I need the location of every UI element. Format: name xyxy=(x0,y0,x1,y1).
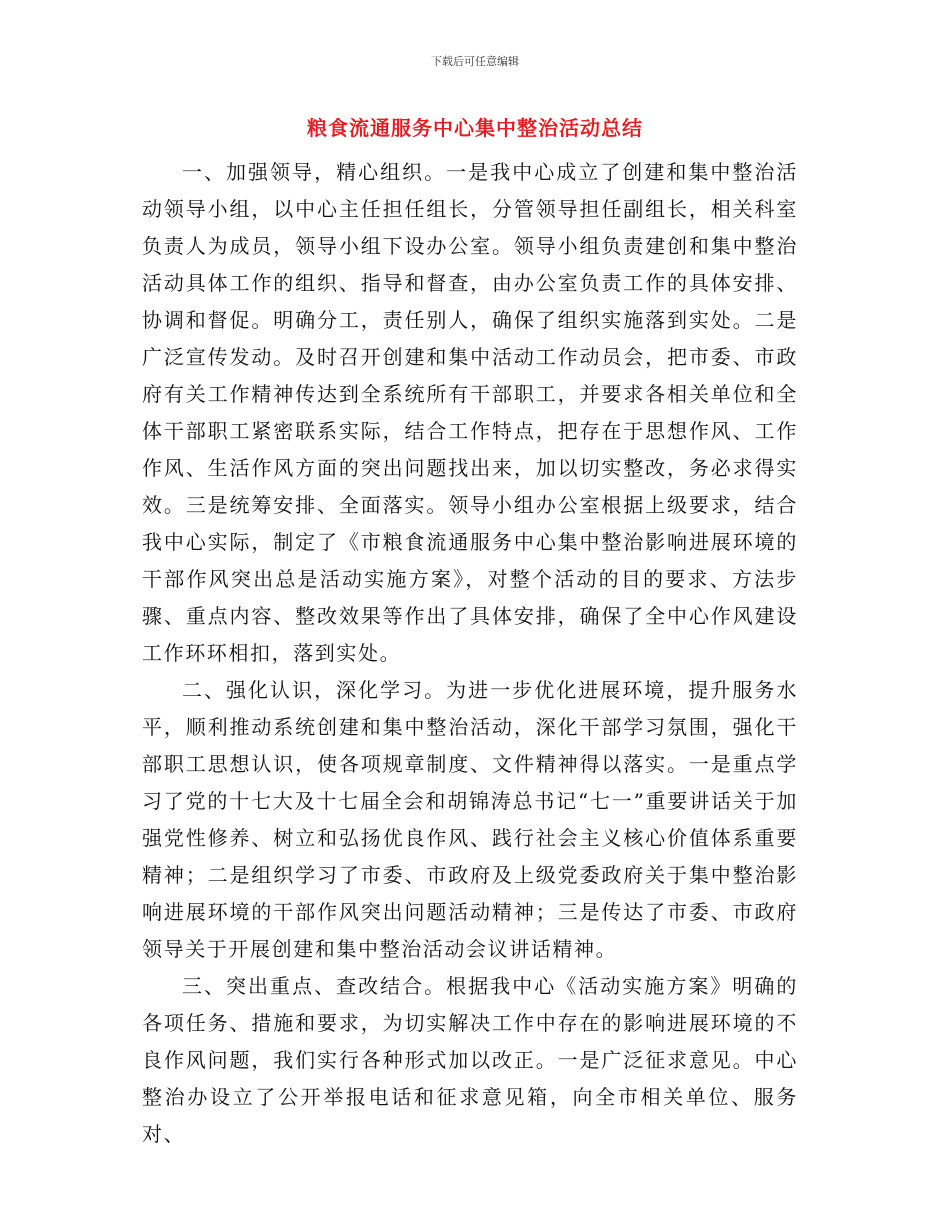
document-title: 粮食流通服务中心集中整治活动总结 xyxy=(307,116,643,140)
paragraph-1: 一、加强领导，精心组织。一是我中心成立了创建和集中整治活动领导小组，以中心主任担任组长，分管领导担任副组长，相关科室负责人为成员，领导小组下设办公室。领导小组负责建创和集中整治活动具体工作的组织、指导和督查，由办公室负责工作的具体安排、协调和督促。明确分工，责任别人，确保了组织实施落到实处。二是广泛宣传发动。及时召开创建和集中活动工作动员会，把市委、市政府有关工作精神传达到全系统所有干部职工，并要求各相关单位和全体干部职工紧密联系实际，结合工作特点，把存在于思想作风、工作作风、生活作风方面的突出问题找出来，加以切实整改，务必求得实效。三是统筹安排、全面落实。领导小组办公室根据上级要求，结合我中心实际，制定了《市粮食流通服务中心集中整治影响进展环境的干部作风突出总是活动实施方案》，对整个活动的目的要求、方法步骤、重点内容、整改效果等作出了具体安排，确保了全中心作风建设工作环环相扣，落到实处。 xyxy=(142,160,798,665)
document-body xyxy=(142,154,798,1153)
header-note: 下载后可任意编辑 xyxy=(431,55,519,68)
paragraph-3: 三、突出重点、查改结合。根据我中心《活动实施方案》明确的各项任务、措施和要求，为切实解决工作中存在的影响进展环境的不良作风问题，我们实行各种形式加以改正。一是广泛征求意见。中心整治办设立了公开举报电话和征求意见箱，向全市相关单位、服务对、 xyxy=(142,974,798,1146)
paragraph-2: 二、强化认识，深化学习。为进一步优化进展环境，提升服务水平，顺利推动系统创建和集中整治活动，深化干部学习氛围，强化干部职工思想认识，使各项规章制度、文件精神得以落实。一是重点学习了党的十七大及十七届全会和胡锦涛总书记“七一”重要讲话关于加强党性修养、树立和弘扬优良作风、践行社会主义核心价值体系重要精神；二是组织学习了市委、市政府及上级党委政府关于集中整治影响进展环境的干部作风突出问题活动精神；三是传达了市委、市政府领导关于开展创建和集中整治活动会议讲话精神。 xyxy=(142,678,798,961)
